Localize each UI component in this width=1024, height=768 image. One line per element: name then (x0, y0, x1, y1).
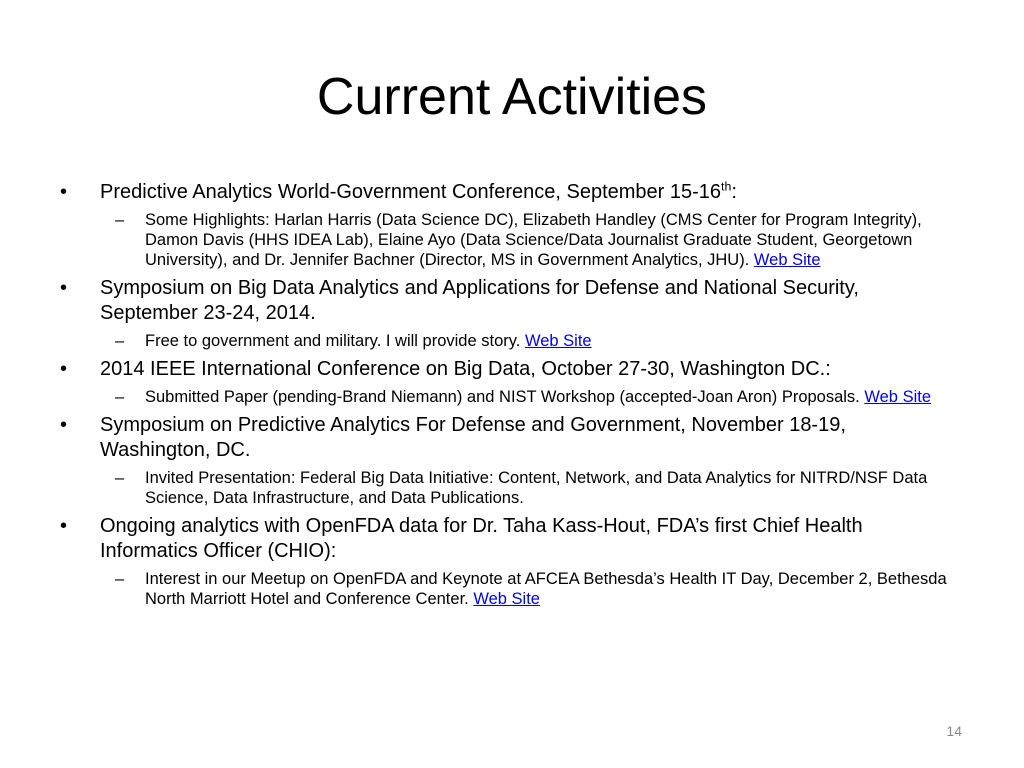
web-site-link[interactable]: Web Site (473, 590, 540, 608)
slide-title: Current Activities (316, 68, 708, 126)
bullet-text: Ongoing analytics with OpenFDA data for Dr. Taha Kass-Hout, FDA’s first Chief Health Informatics Officer (CHIO): (100, 515, 863, 562)
bullet-marker: • (60, 277, 68, 299)
sub-bullet-item (60, 569, 960, 609)
sub-bullet-item (60, 387, 960, 407)
web-site-link[interactable]: Web Site (753, 251, 821, 269)
dash-marker: – (115, 388, 125, 406)
bullet-marker: • (60, 181, 68, 203)
bullet-item (60, 413, 960, 463)
sub-bullet-text: Invited Presentation: Federal Big Data Initiative: Content, Network, and Data Analytics for NITRD/NSF Data Science, Data Infrastructure, and Data Publications. (145, 469, 928, 507)
dash-marker: – (115, 211, 125, 229)
dash-marker: – (115, 570, 125, 588)
bullet-item (60, 514, 960, 564)
bullet-text: 2014 IEEE International Conference on Big Data, October 27-30, Washington DC.: (100, 358, 831, 380)
bullet-item (60, 180, 960, 205)
bullet-marker: • (60, 414, 68, 436)
sub-bullet-item (60, 210, 960, 270)
sub-bullet-text: Free to government and military. I will provide story. (145, 332, 525, 350)
sub-bullet-item (60, 331, 960, 351)
dash-marker: – (115, 332, 125, 350)
dash-marker: – (115, 469, 125, 487)
bullet-text: Predictive Analytics World-Government Conference, September 15-16 (100, 181, 722, 203)
bullet-list (60, 180, 960, 615)
web-site-link[interactable]: Web Site (524, 332, 592, 350)
page-number: 14 (946, 723, 962, 739)
sub-bullet-text: Some Highlights: Harlan Harris (Data Science DC), Elizabeth Handley (CMS Center for Program Integrity), Damon Davis (HHS IDEA Lab), Elaine Ayo (Data Science/Data Journalist Graduate Student, Georgetown University), and Dr. Jennifer Bachner (Director, MS in Government Analytics, JHU). (145, 211, 922, 269)
web-site-link[interactable]: Web Site (864, 388, 932, 406)
bullet-text: Symposium on Big Data Analytics and Applications for Defense and National Security, September 23-24, 2014. (100, 277, 859, 324)
bullet-text-suffix: : (731, 181, 737, 203)
bullet-text: Symposium on Predictive Analytics For Defense and Government, November 18-19, Washington, DC. (100, 414, 846, 461)
sub-bullet-item (60, 468, 960, 508)
bullet-item (60, 357, 960, 382)
bullet-marker: • (60, 515, 68, 537)
sub-bullet-text: Interest in our Meetup on OpenFDA and Keynote at AFCEA Bethesda’s Health IT Day, December 2, Bethesda North Marriott Hotel and Conference Center. (145, 570, 947, 608)
bullet-item (60, 276, 960, 326)
bullet-marker: • (60, 358, 68, 380)
superscript: th (721, 179, 732, 194)
sub-bullet-text: Submitted Paper (pending-Brand Niemann) and NIST Workshop (accepted-Joan Aron) Proposals. (145, 388, 865, 406)
